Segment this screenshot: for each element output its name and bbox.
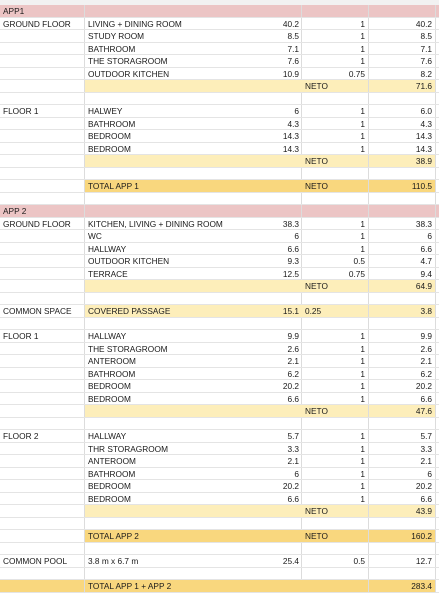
- area-cell[interactable]: 4.3: [287, 118, 299, 129]
- factor-cell[interactable]: NETO: [302, 180, 369, 192]
- level-cell[interactable]: FLOOR 1: [0, 105, 85, 117]
- area-cell[interactable]: [217, 168, 302, 180]
- area-cell[interactable]: 5.7: [287, 431, 299, 441]
- table-row: [0, 143, 439, 156]
- spacer-row: [0, 193, 439, 206]
- area-cell[interactable]: [217, 5, 302, 17]
- net-area-cell[interactable]: 12.7: [369, 555, 436, 567]
- area-cell[interactable]: 7.1: [287, 43, 299, 54]
- net-area-cell[interactable]: 6.0: [369, 105, 436, 117]
- area-cell[interactable]: 20.2: [282, 481, 299, 491]
- table-row: [0, 55, 439, 68]
- table-row: [0, 393, 439, 406]
- spacer-row: [0, 543, 439, 556]
- table-row: [0, 268, 439, 281]
- net-area-cell[interactable]: [369, 193, 436, 205]
- factor-cell[interactable]: 1: [302, 443, 369, 455]
- room-cell[interactable]: BEDROOM: [85, 480, 302, 492]
- area-cell[interactable]: 8.5: [287, 31, 299, 41]
- area-cell[interactable]: [217, 418, 302, 430]
- factor-cell[interactable]: [302, 580, 369, 592]
- table-row: [0, 468, 439, 481]
- level-cell[interactable]: [0, 355, 85, 367]
- area-cell[interactable]: 25.4: [282, 556, 299, 566]
- area-cell[interactable]: [217, 518, 302, 530]
- level-cell[interactable]: [0, 193, 85, 205]
- room-cell[interactable]: 3.8 m x 6.7 m: [85, 555, 302, 567]
- factor-cell[interactable]: 1: [302, 243, 369, 255]
- level-cell[interactable]: COMMON POOL: [0, 555, 85, 567]
- level-cell[interactable]: APP1: [0, 5, 85, 17]
- area-cell[interactable]: 7.6: [287, 56, 299, 66]
- factor-cell[interactable]: 1: [302, 218, 369, 230]
- factor-cell[interactable]: 1: [302, 343, 369, 355]
- factor-cell[interactable]: NETO: [302, 155, 369, 167]
- area-cell[interactable]: [217, 318, 302, 330]
- spacer-row: [0, 318, 439, 331]
- factor-cell[interactable]: [302, 543, 369, 555]
- room-cell[interactable]: ANTEROOM: [85, 355, 302, 367]
- room-cell[interactable]: HALLWAY: [85, 243, 302, 255]
- area-cell[interactable]: [217, 293, 302, 305]
- room-cell[interactable]: LIVING + DINING ROOM: [85, 18, 302, 30]
- table-row: [0, 480, 439, 493]
- factor-cell[interactable]: [302, 318, 369, 330]
- area-cell[interactable]: [217, 543, 302, 555]
- net-area-cell[interactable]: [369, 205, 436, 217]
- factor-cell[interactable]: [302, 418, 369, 430]
- net-area-cell[interactable]: [369, 5, 436, 17]
- factor-cell[interactable]: 1: [302, 30, 369, 42]
- table-row: [0, 493, 439, 506]
- level-cell[interactable]: [0, 505, 85, 517]
- level-cell[interactable]: [0, 418, 85, 430]
- factor-cell[interactable]: 1: [302, 430, 369, 442]
- neto-subtotal-row: [0, 505, 439, 518]
- net-area-cell[interactable]: [369, 318, 436, 330]
- area-cell[interactable]: 3.3: [287, 443, 299, 454]
- room-cell[interactable]: THE STORAGROOM: [85, 55, 302, 67]
- net-area-cell[interactable]: 64.9: [369, 280, 436, 292]
- neto-subtotal-row: [0, 80, 439, 93]
- table-row: [0, 218, 439, 231]
- area-cell[interactable]: [217, 580, 302, 592]
- table-row: [0, 555, 439, 568]
- level-cell[interactable]: [0, 230, 85, 242]
- net-area-cell[interactable]: 6.6: [369, 243, 436, 255]
- level-cell[interactable]: [0, 443, 85, 455]
- room-cell[interactable]: HALWEY: [85, 105, 302, 117]
- net-area-cell[interactable]: 6.6: [369, 493, 436, 505]
- neto-subtotal-row: [0, 405, 439, 418]
- room-cell[interactable]: HALLWAY: [85, 430, 302, 442]
- net-area-cell[interactable]: 3.3: [369, 443, 436, 455]
- room-cell[interactable]: STUDY ROOM: [85, 30, 302, 42]
- area-cell[interactable]: [217, 180, 302, 192]
- area-cell[interactable]: 15.1: [217, 305, 302, 317]
- factor-cell[interactable]: 1: [302, 43, 369, 55]
- level-cell[interactable]: [0, 280, 85, 292]
- table-row: [0, 455, 439, 468]
- area-cell[interactable]: 20.2: [282, 381, 299, 391]
- table-row: [0, 68, 439, 81]
- net-area-cell[interactable]: [369, 93, 436, 105]
- room-cell[interactable]: KITCHEN, LIVING + DINING ROOM: [85, 218, 302, 230]
- factor-cell[interactable]: 1: [302, 493, 369, 505]
- factor-cell[interactable]: [302, 518, 369, 530]
- area-cell[interactable]: [217, 155, 302, 167]
- table-row: [0, 243, 439, 256]
- factor-cell[interactable]: 1: [302, 355, 369, 367]
- net-area-cell[interactable]: 160.2: [369, 530, 436, 542]
- level-cell[interactable]: GROUND FLOOR: [0, 18, 85, 30]
- room-cell[interactable]: BEDROOM: [85, 380, 302, 392]
- factor-cell[interactable]: [302, 193, 369, 205]
- area-cell[interactable]: 6: [294, 231, 299, 241]
- table-row: [0, 330, 439, 343]
- factor-cell[interactable]: NETO: [302, 80, 369, 92]
- level-cell[interactable]: [0, 155, 85, 167]
- room-cell[interactable]: THR STORAGROOM: [85, 443, 302, 455]
- factor-cell[interactable]: 1: [302, 368, 369, 380]
- table-row: [0, 380, 439, 393]
- level-cell[interactable]: [0, 405, 85, 417]
- net-area-cell[interactable]: 38.9: [369, 155, 436, 167]
- area-cell[interactable]: 2.1: [287, 456, 299, 466]
- room-cell[interactable]: OUTDOOR KITCHEN: [85, 68, 302, 80]
- net-area-cell[interactable]: 4.7: [369, 255, 436, 267]
- net-area-cell[interactable]: 9.9: [369, 330, 436, 342]
- level-cell[interactable]: COMMON SPACE: [0, 305, 85, 317]
- factor-cell[interactable]: 1: [302, 380, 369, 392]
- net-area-cell[interactable]: 8.2: [369, 68, 436, 80]
- factor-cell[interactable]: 0.25: [302, 305, 369, 317]
- area-cell[interactable]: [217, 93, 302, 105]
- area-cell[interactable]: 2.6: [287, 343, 299, 354]
- factor-cell[interactable]: 1: [302, 118, 369, 130]
- level-cell[interactable]: [0, 318, 85, 330]
- neto-subtotal-row: [0, 280, 439, 293]
- room-cell[interactable]: BATHROOM: [85, 468, 302, 480]
- level-cell[interactable]: [0, 480, 85, 492]
- factor-cell[interactable]: 1: [302, 455, 369, 467]
- factor-cell[interactable]: NETO: [302, 405, 369, 417]
- net-area-cell[interactable]: [369, 418, 436, 430]
- table-row: [0, 255, 439, 268]
- level-cell[interactable]: [0, 93, 85, 105]
- area-cell[interactable]: 38.3: [282, 218, 299, 229]
- factor-cell[interactable]: [302, 293, 369, 305]
- room-cell[interactable]: HALLWAY: [85, 330, 302, 342]
- factor-cell[interactable]: [302, 5, 369, 17]
- net-area-cell[interactable]: 43.9: [369, 505, 436, 517]
- table-row: [0, 368, 439, 381]
- room-cell[interactable]: BATHROOM: [85, 118, 302, 130]
- net-area-cell[interactable]: 7.1: [369, 43, 436, 55]
- area-cell[interactable]: [217, 505, 302, 517]
- factor-cell[interactable]: 1: [302, 230, 369, 242]
- spacer-row: [0, 418, 439, 431]
- spacer-row: [0, 568, 439, 581]
- area-cell[interactable]: [217, 280, 302, 292]
- net-area-cell[interactable]: [369, 543, 436, 555]
- factor-cell[interactable]: 1: [302, 468, 369, 480]
- area-cell[interactable]: 9.3: [287, 256, 299, 266]
- section-header-row: [0, 205, 439, 218]
- net-area-cell[interactable]: 2.1: [369, 455, 436, 467]
- app-total-row: [0, 530, 439, 543]
- net-area-cell[interactable]: 14.3: [369, 143, 436, 155]
- area-cell[interactable]: 2.1: [287, 356, 299, 366]
- net-area-cell[interactable]: 110.5: [369, 180, 436, 192]
- area-cell[interactable]: 12.5: [282, 268, 299, 279]
- spacer-row: [0, 168, 439, 181]
- net-area-cell[interactable]: 7.6: [369, 55, 436, 67]
- table-row: [0, 43, 439, 56]
- level-cell[interactable]: GROUND FLOOR: [0, 218, 85, 230]
- factor-cell[interactable]: 1: [302, 105, 369, 117]
- area-cell[interactable]: 6: [294, 468, 299, 479]
- level-cell[interactable]: [0, 493, 85, 505]
- net-area-cell[interactable]: 9.4: [369, 268, 436, 280]
- room-cell[interactable]: THE STORAGROOM: [85, 343, 302, 355]
- table-row: [0, 305, 439, 318]
- factor-cell[interactable]: [302, 168, 369, 180]
- net-area-cell[interactable]: 6.2: [369, 368, 436, 380]
- area-cell[interactable]: 6.6: [287, 393, 299, 404]
- factor-cell[interactable]: 1: [302, 393, 369, 405]
- level-cell[interactable]: [0, 530, 85, 542]
- net-area-cell[interactable]: 6: [369, 230, 436, 242]
- net-area-cell[interactable]: [369, 518, 436, 530]
- level-cell[interactable]: [0, 180, 85, 192]
- room-cell[interactable]: ANTEROOM: [85, 455, 302, 467]
- level-cell[interactable]: [0, 468, 85, 480]
- net-area-cell[interactable]: [369, 168, 436, 180]
- level-cell[interactable]: [0, 343, 85, 355]
- factor-cell[interactable]: 0.75: [302, 268, 369, 280]
- factor-cell[interactable]: 1: [302, 18, 369, 30]
- table-row: [0, 443, 439, 456]
- area-cell[interactable]: 6.6: [287, 493, 299, 504]
- level-cell[interactable]: [0, 168, 85, 180]
- factor-cell[interactable]: [302, 568, 369, 580]
- level-cell[interactable]: [0, 518, 85, 530]
- area-cell[interactable]: 10.9: [282, 68, 299, 79]
- factor-cell[interactable]: 1: [302, 330, 369, 342]
- level-cell[interactable]: FLOOR 1: [0, 330, 85, 342]
- level-cell[interactable]: [0, 68, 85, 80]
- level-cell[interactable]: [0, 368, 85, 380]
- room-cell[interactable]: TOTAL APP 1 + APP 2: [85, 580, 302, 592]
- spacer-row: [0, 518, 439, 531]
- level-cell[interactable]: [0, 380, 85, 392]
- room-cell[interactable]: TOTAL APP 2: [85, 530, 302, 542]
- room-cell[interactable]: COVERED PASSAGE: [85, 305, 302, 317]
- table-row: [0, 230, 439, 243]
- room-cell[interactable]: BEDROOM: [85, 493, 302, 505]
- net-area-cell[interactable]: 2.6: [369, 343, 436, 355]
- factor-cell[interactable]: 1: [302, 143, 369, 155]
- level-cell[interactable]: APP 2: [0, 205, 85, 217]
- grand-total-row: [0, 580, 439, 593]
- net-area-cell[interactable]: [369, 568, 436, 580]
- app-total-row: [0, 180, 439, 193]
- neto-subtotal-row: [0, 155, 439, 168]
- net-area-cell[interactable]: 3.8: [369, 305, 436, 317]
- net-area-cell[interactable]: 20.2: [369, 380, 436, 392]
- net-area-cell[interactable]: 2.1: [369, 355, 436, 367]
- net-area-cell[interactable]: 4.3: [369, 118, 436, 130]
- area-cell[interactable]: 6.6: [287, 243, 299, 254]
- area-cell[interactable]: 14.3: [282, 131, 299, 141]
- level-cell[interactable]: [0, 55, 85, 67]
- level-cell[interactable]: [0, 455, 85, 467]
- factor-cell[interactable]: 0.5: [302, 555, 369, 567]
- level-cell[interactable]: [0, 580, 85, 592]
- factor-cell[interactable]: NETO: [302, 505, 369, 517]
- area-cell[interactable]: 40.2: [282, 18, 299, 29]
- table-row: [0, 30, 439, 43]
- level-cell[interactable]: [0, 543, 85, 555]
- level-cell[interactable]: [0, 80, 85, 92]
- net-area-cell[interactable]: 40.2: [369, 18, 436, 30]
- net-area-cell[interactable]: [369, 293, 436, 305]
- room-cell[interactable]: BEDROOM: [85, 393, 302, 405]
- table-row: [0, 118, 439, 131]
- level-cell[interactable]: [0, 243, 85, 255]
- net-area-cell[interactable]: 283.4: [369, 580, 436, 592]
- spacer-row: [0, 293, 439, 306]
- level-cell[interactable]: [0, 130, 85, 142]
- net-area-cell[interactable]: 6: [369, 468, 436, 480]
- room-cell[interactable]: TOTAL APP 1: [85, 180, 302, 192]
- net-area-cell[interactable]: 8.5: [369, 30, 436, 42]
- room-cell[interactable]: BEDROOM: [85, 130, 302, 142]
- factor-cell[interactable]: 1: [302, 55, 369, 67]
- area-cell[interactable]: 6: [294, 106, 299, 116]
- room-cell[interactable]: OUTDOOR KITCHEN: [85, 255, 302, 267]
- table-row: [0, 343, 439, 356]
- room-cell[interactable]: BATHROOM: [85, 43, 302, 55]
- level-cell[interactable]: [0, 30, 85, 42]
- factor-cell[interactable]: [302, 205, 369, 217]
- room-cell[interactable]: TERRACE: [85, 268, 302, 280]
- net-area-cell[interactable]: 38.3: [369, 218, 436, 230]
- area-cell[interactable]: [217, 193, 302, 205]
- area-table: [0, 5, 439, 593]
- level-cell[interactable]: [0, 43, 85, 55]
- net-area-cell[interactable]: 6.6: [369, 393, 436, 405]
- area-cell[interactable]: 14.3: [282, 143, 299, 154]
- net-area-cell[interactable]: 47.6: [369, 405, 436, 417]
- level-cell[interactable]: [0, 255, 85, 267]
- table-row: [0, 105, 439, 118]
- net-area-cell[interactable]: 14.3: [369, 130, 436, 142]
- factor-cell[interactable]: 1: [302, 480, 369, 492]
- area-cell[interactable]: [217, 80, 302, 92]
- area-cell[interactable]: 9.9: [287, 331, 299, 341]
- factor-cell[interactable]: 1: [302, 130, 369, 142]
- table-row: [0, 130, 439, 143]
- net-area-cell[interactable]: 71.6: [369, 80, 436, 92]
- level-cell[interactable]: [0, 118, 85, 130]
- spacer-row: [0, 93, 439, 106]
- level-cell[interactable]: [0, 268, 85, 280]
- area-cell[interactable]: [217, 568, 302, 580]
- area-cell[interactable]: [217, 205, 302, 217]
- level-cell[interactable]: FLOOR 2: [0, 430, 85, 442]
- room-cell[interactable]: BEDROOM: [85, 143, 302, 155]
- table-row: [0, 355, 439, 368]
- area-cell[interactable]: [217, 530, 302, 542]
- factor-cell[interactable]: NETO: [302, 280, 369, 292]
- area-cell[interactable]: [217, 405, 302, 417]
- factor-cell[interactable]: [302, 93, 369, 105]
- factor-cell[interactable]: NETO: [302, 530, 369, 542]
- table-row: [0, 18, 439, 31]
- section-header-row: [0, 5, 439, 18]
- level-cell[interactable]: [0, 293, 85, 305]
- area-cell[interactable]: 6.2: [287, 368, 299, 379]
- level-cell[interactable]: [0, 568, 85, 580]
- level-cell[interactable]: [0, 143, 85, 155]
- room-cell[interactable]: BATHROOM: [85, 368, 302, 380]
- room-cell[interactable]: WC: [85, 230, 302, 242]
- factor-cell[interactable]: 0.5: [302, 255, 369, 267]
- table-row: [0, 430, 439, 443]
- factor-cell[interactable]: 0.75: [302, 68, 369, 80]
- net-area-cell[interactable]: 5.7: [369, 430, 436, 442]
- net-area-cell[interactable]: 20.2: [369, 480, 436, 492]
- level-cell[interactable]: [0, 393, 85, 405]
